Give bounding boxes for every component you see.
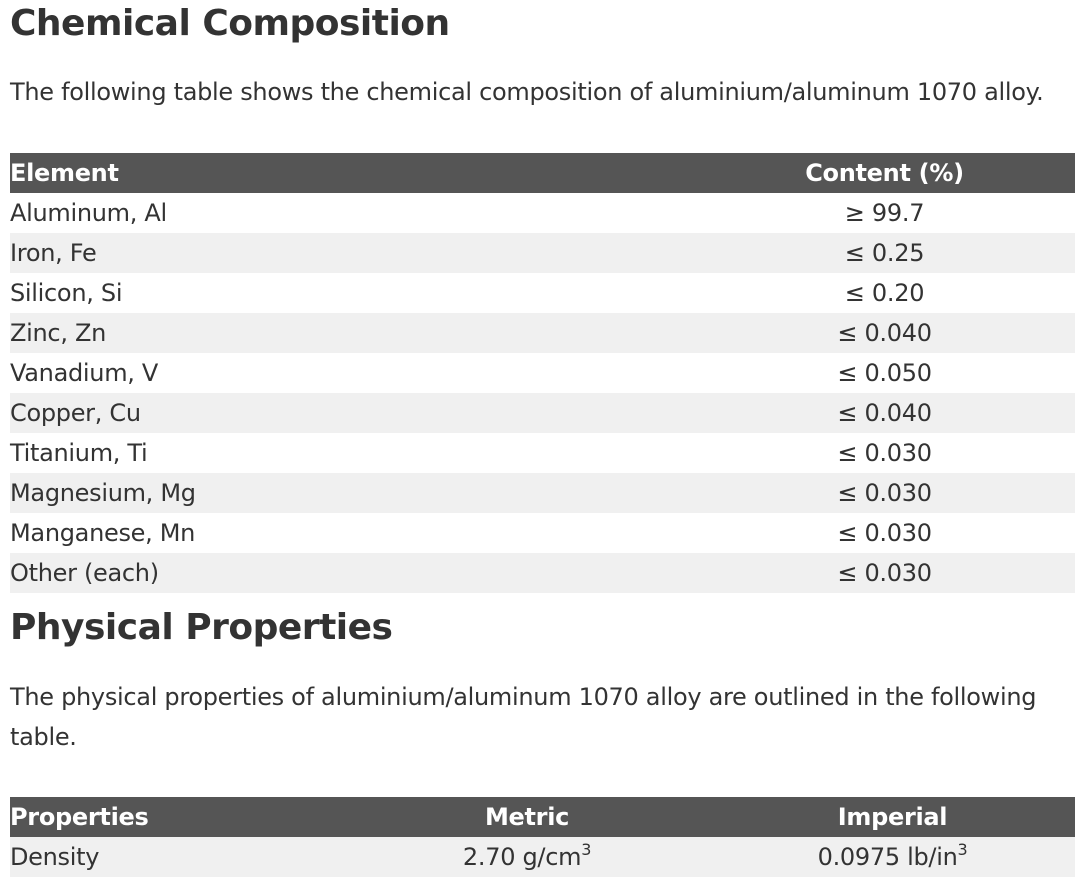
column-header-properties: Properties <box>10 797 344 837</box>
physical-properties-heading: Physical Properties <box>10 607 393 648</box>
content-cell: ≤ 0.030 <box>837 519 932 547</box>
property-cell: Density <box>10 837 344 877</box>
element-cell: Iron, Fe <box>10 233 694 273</box>
table-row <box>10 473 1075 513</box>
element-cell: Vanadium, V <box>10 359 159 387</box>
chemical-composition-intro: The following table shows the chemical composition of aluminium/aluminum 1070 alloy. <box>10 78 1044 106</box>
content-cell: ≤ 0.25 <box>694 233 1075 273</box>
chemical-composition-table <box>10 153 1075 593</box>
content-cell: ≤ 0.040 <box>694 393 1075 433</box>
imperial-value: 0.0975 lb/in <box>817 843 958 871</box>
imperial-cell <box>710 837 1075 877</box>
content-cell: ≥ 99.7 <box>844 199 925 227</box>
table-row <box>10 313 1075 353</box>
table-row <box>10 353 1075 393</box>
element-cell: Zinc, Zn <box>10 313 694 353</box>
element-cell: Magnesium, Mg <box>10 473 694 513</box>
table-row <box>10 553 1075 593</box>
metric-cell <box>344 837 710 877</box>
column-header-metric: Metric <box>344 797 710 837</box>
table-row <box>10 193 1075 233</box>
column-header-element: Element <box>10 153 694 193</box>
imperial-exponent: 3 <box>957 840 968 859</box>
content-cell: ≤ 0.040 <box>694 313 1075 353</box>
table-header-row <box>10 153 1075 193</box>
metric-exponent: 3 <box>581 840 592 859</box>
physical-properties-table <box>10 797 1075 877</box>
table-row <box>10 393 1075 433</box>
content-cell: ≤ 0.030 <box>694 473 1075 513</box>
content-cell: ≤ 0.030 <box>694 553 1075 593</box>
content-cell: ≤ 0.050 <box>837 359 932 387</box>
element-cell: Other (each) <box>10 553 694 593</box>
metric-value: 2.70 g/cm <box>462 843 582 871</box>
element-cell: Titanium, Ti <box>10 439 148 467</box>
table-row <box>10 837 1075 877</box>
table-row <box>10 273 1075 313</box>
element-cell: Copper, Cu <box>10 393 694 433</box>
physical-properties-intro: The physical properties of aluminium/aluminum 1070 alloy are outlined in the following table. <box>10 683 1037 751</box>
column-header-content: Content (%) <box>694 153 1075 193</box>
table-row <box>10 513 1075 553</box>
content-cell: ≤ 0.20 <box>844 279 925 307</box>
table-row <box>10 433 1075 473</box>
element-cell: Silicon, Si <box>10 279 123 307</box>
column-header-imperial: Imperial <box>710 797 1075 837</box>
element-cell: Aluminum, Al <box>10 199 167 227</box>
chemical-composition-heading: Chemical Composition <box>10 3 450 44</box>
table-header-row <box>10 797 1075 837</box>
content-cell: ≤ 0.030 <box>837 439 932 467</box>
table-row <box>10 233 1075 273</box>
element-cell: Manganese, Mn <box>10 519 196 547</box>
